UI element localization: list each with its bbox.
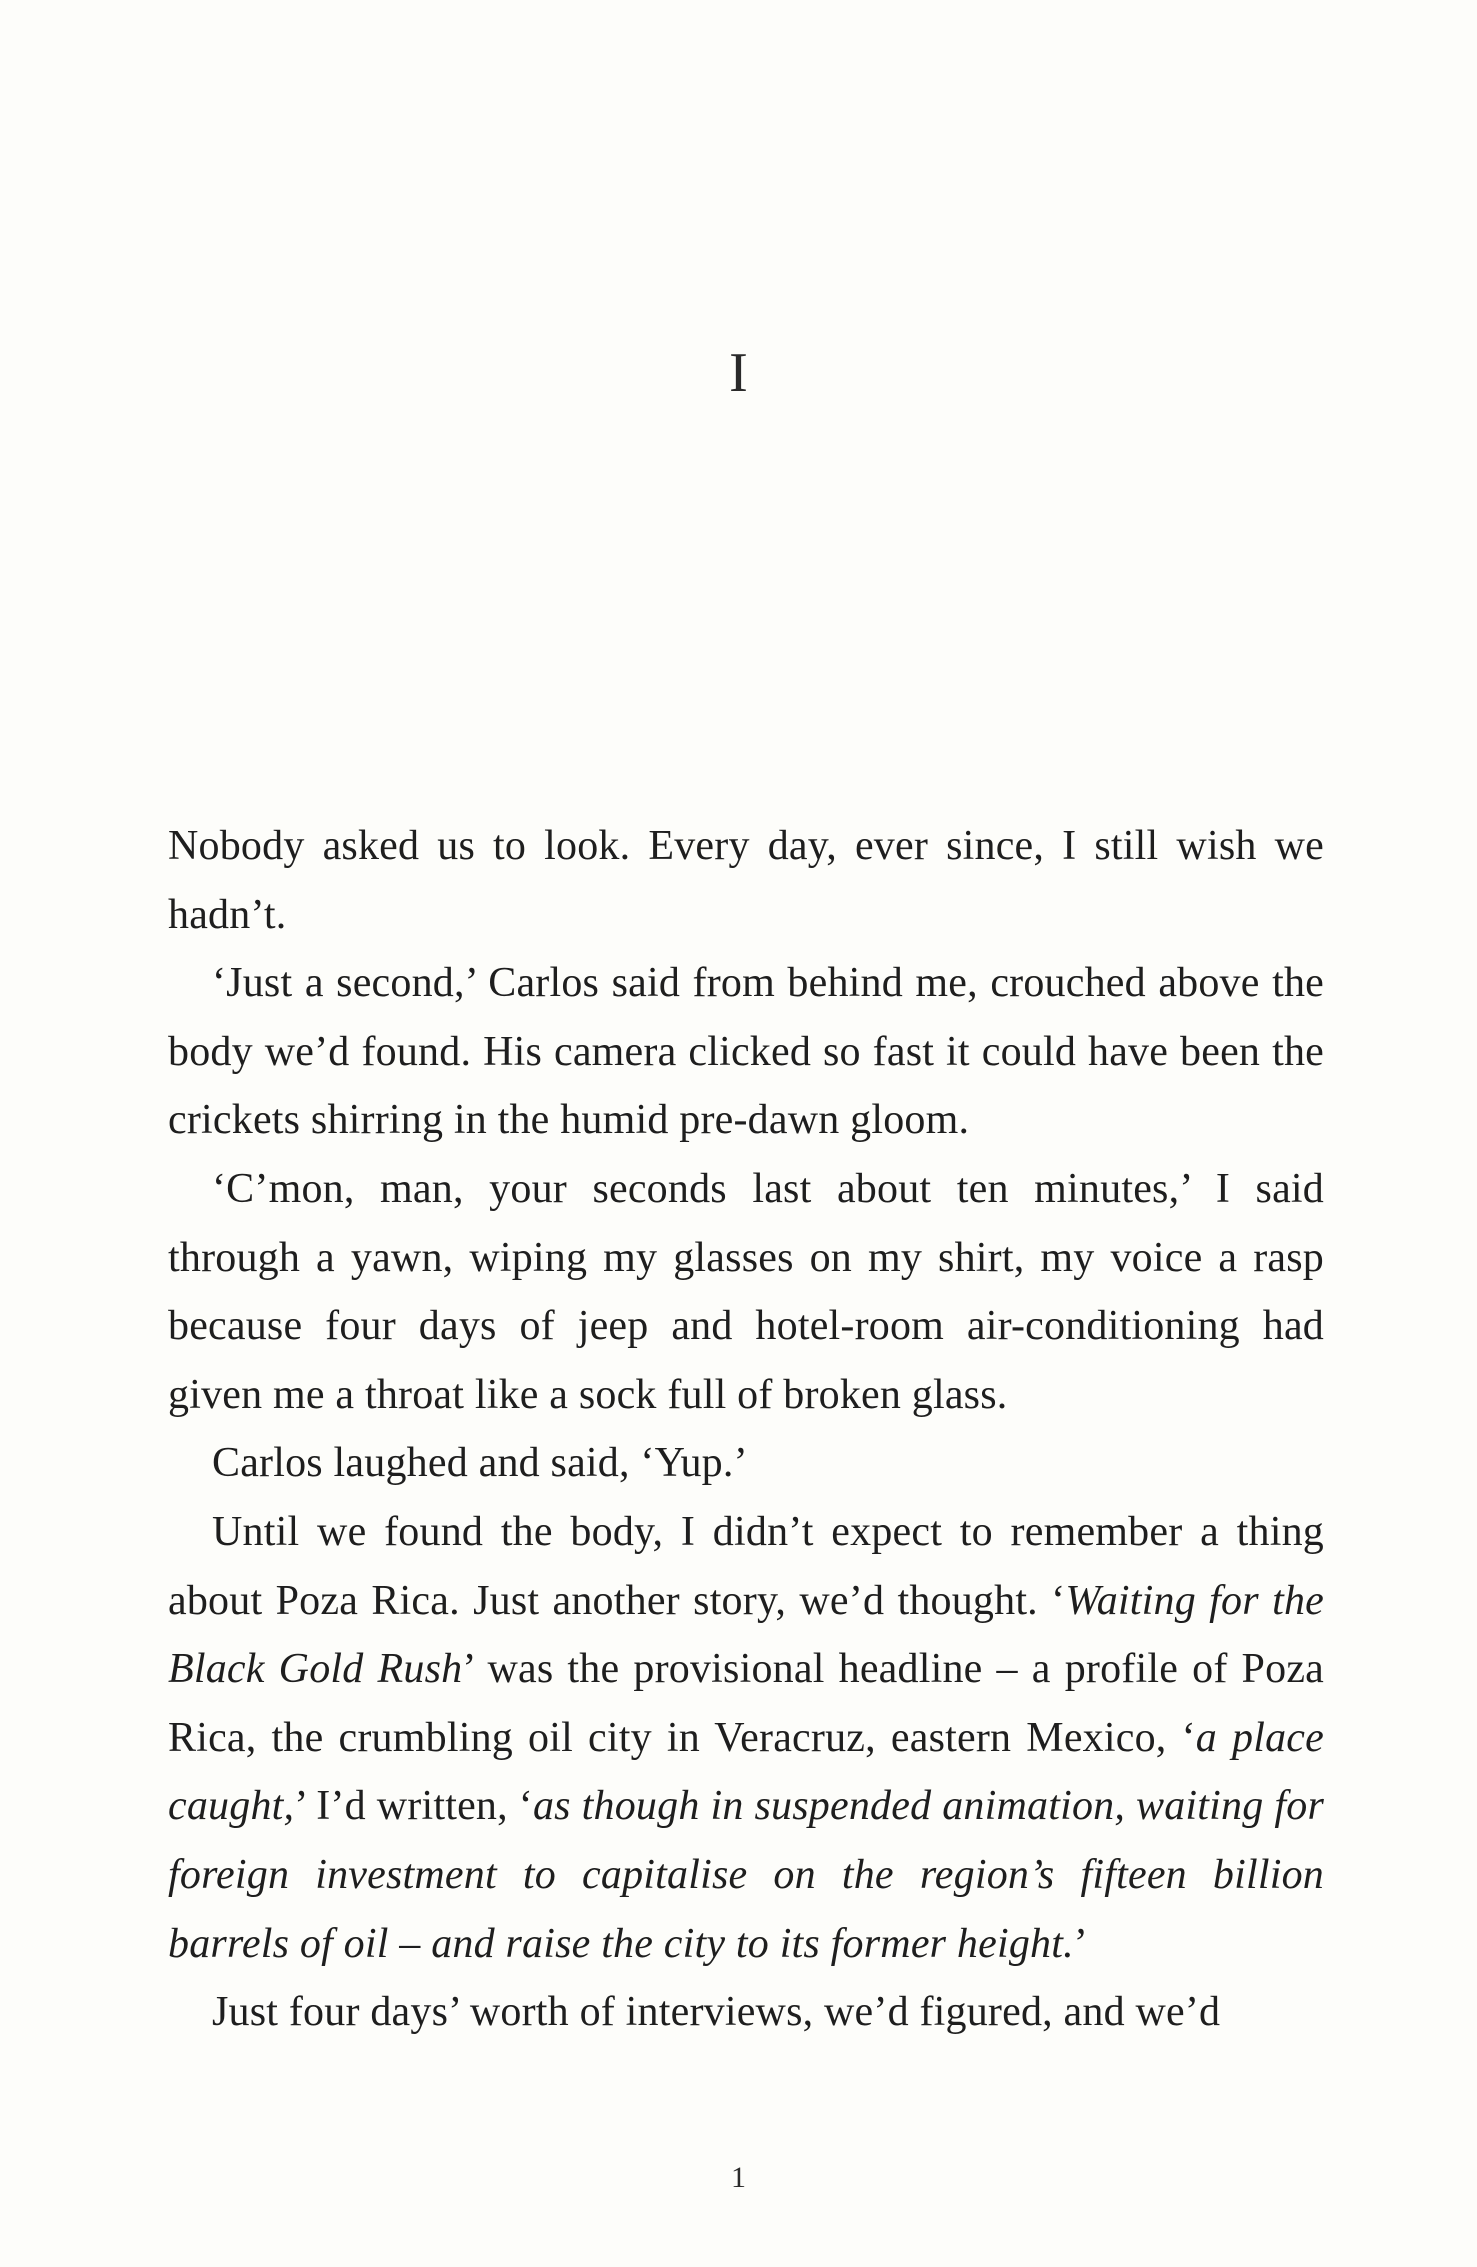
paragraph xyxy=(168,1155,1324,1429)
italic-text-run: Waiting for the Black Gold Rush xyxy=(168,1577,1324,1693)
text-run: Carlos laughed and said, ‘Yup.’ xyxy=(212,1440,748,1487)
text-run: ‘Just a second,’ Carlos said from behind me, crouched above the body we’d found. His camera clicked so fast it could have been the crickets shirring in the humid pre-dawn gloom. xyxy=(168,960,1324,1144)
body-text xyxy=(168,812,1324,2047)
paragraph xyxy=(168,1978,1324,2047)
text-run: Nobody asked us to look. Every day, ever since, I still wish we hadn’t. xyxy=(168,823,1324,938)
text-run: ’ xyxy=(1073,1920,1088,1967)
text-run: ‘C’mon, man, your seconds last about ten minutes,’ I said through a yawn, wiping my glasses on my shirt, my voice a rasp because four days of jeep and hotel-room air-conditioning had given me a throat like a sock full of broken glass. xyxy=(168,1165,1324,1418)
page-number: 1 xyxy=(731,2161,746,2194)
text-run: ’ was the provisional headline – a profile of Poza Rica, the crumbling oil city in Veracruz, eastern Mexico, ‘ xyxy=(168,1646,1324,1761)
paragraph xyxy=(168,1498,1324,1978)
italic-text-run: as though in suspended animation, waiting for foreign investment to capitalise on the region’s fifteen billion barrels of oil – and raise the city to its former height. xyxy=(168,1783,1324,1967)
italic-text-run: a place caught, xyxy=(168,1714,1324,1830)
text-run: Just four days’ worth of interviews, we’d figured, and we’d xyxy=(212,1989,1221,2036)
paragraph xyxy=(168,949,1324,1155)
text-run: Until we found the body, I didn’t expect to remember a thing about Poza Rica. Just another story, we’d thought. ‘ xyxy=(168,1508,1324,1624)
chapter-number: I xyxy=(729,342,748,404)
paragraph xyxy=(168,1429,1324,1498)
text-run: ’ I’d written, ‘ xyxy=(294,1783,533,1830)
paragraph xyxy=(168,812,1324,949)
